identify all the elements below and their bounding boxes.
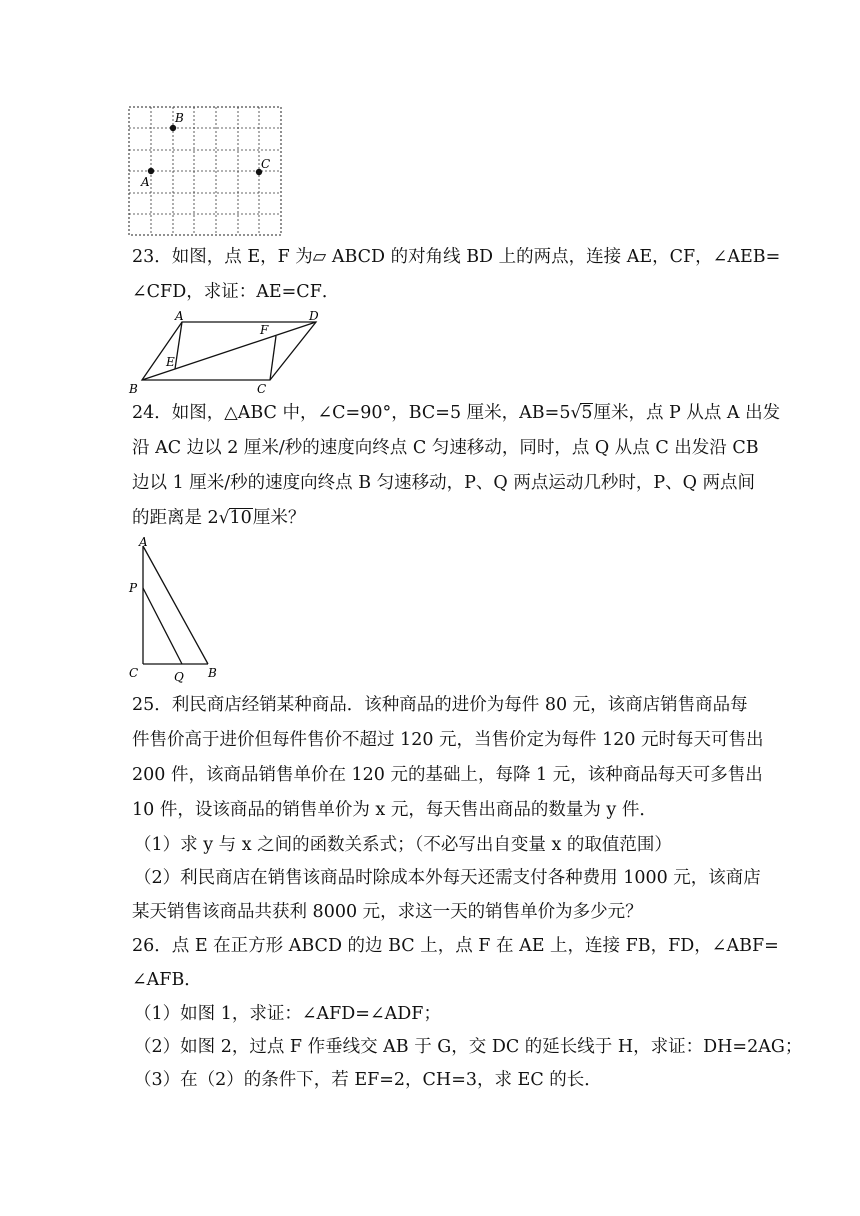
label-a: A [141,175,150,189]
fig23-label-b: B [129,382,138,396]
fig24-label-b: B [208,666,217,680]
q26-line-1: 26．点 E 在正方形 ABCD 的边 BC 上，点 F 在 AE 上，连接 FB，FD，∠ABF= [132,936,779,956]
q25-line-4: 10 件，设该商品的销售单价为 x 元，每天售出商品的数量为 y 件． [132,800,657,820]
q24-line-3: 边以 1 厘米/秒的速度向终点 B 匀速移动，P、Q 两点运动几秒时，P、Q 两点间 [132,473,756,493]
q24-radicand-5: 5 [581,403,593,423]
q24-line-4-b: 厘米？ [252,508,306,528]
point-b [170,125,176,131]
q24-line-1-b: 厘米，点 P 从点 A 出发 [593,403,781,423]
q24-radicand-10: 10 [229,508,252,528]
q25-part-2b: 某天销售该商品共获利 8000 元，求这一天的销售单价为多少元？ [132,902,643,922]
q24-line-2: 沿 AC 边以 2 厘米/秒的速度向终点 C 匀速移动，同时，点 Q 从点 C 出发沿 CB [132,438,759,458]
fig23-label-f: F [260,323,269,337]
radical-sign: √ [570,403,582,423]
q26-part-2: （2）如图 2，过点 F 作垂线交 AB 于 G，交 DC 的延长线于 H，求证：DH=2AG； [134,1037,803,1057]
grid-figure [128,106,284,238]
fig24-label-a: A [139,535,148,549]
fig23-label-a: A [175,309,184,323]
parallelogram-figure [126,306,326,396]
q26-part-1: （1）如图 1，求证：∠AFD=∠ADF； [134,1004,441,1024]
q24-line-1 [132,401,780,425]
q26-line-2: ∠AFB． [132,970,202,990]
fig23-label-e: E [166,355,175,369]
fig24-label-c: C [129,666,139,680]
q25-line-1: 25．利民商店经销某种商品．该种商品的进价为每件 80 元，该商店销售商品每 [132,695,748,715]
q25-line-2: 件售价高于进价但每件售价不超过 120 元，当售价定为每件 120 元时每天可售出 [132,730,764,750]
fig24-label-q: Q [174,670,184,684]
label-c: C [261,157,271,171]
fig24-label-p: P [129,581,138,595]
q24-line-4 [132,506,305,530]
fig23-label-c: C [257,382,267,396]
triangle-figure [126,534,226,684]
radical-sign: √ [218,508,230,528]
point-a [148,168,154,174]
q24-line-1-a: 24．如图，△ABC 中，∠C=90°，BC=5 厘米，AB=5 [132,403,571,423]
label-b: B [175,111,184,125]
q26-part-3: （3）在（2）的条件下，若 EF=2，CH=3，求 EC 的长． [134,1070,602,1090]
q25-part-1: （1）求 y 与 x 之间的函数关系式；（不必写出自变量 x 的取值范围） [134,835,672,855]
fig23-label-d: D [309,309,319,323]
q23-line-1: 23．如图，点 E，F 为▱ ABCD 的对角线 BD 上的两点，连接 AE，CF，∠AEB= [132,247,781,267]
q23-line-2: ∠CFD，求证：AE=CF． [132,282,340,302]
q25-line-3: 200 件，该商品销售单价在 120 元的基础上，每降 1 元，该种商品每天可多售出 [132,765,763,785]
q24-line-4-a: 的距离是 2 [132,508,219,528]
q25-part-2a: （2）利民商店在销售该商品时除成本外每天还需支付各种费用 1000 元，该商店 [134,868,761,888]
